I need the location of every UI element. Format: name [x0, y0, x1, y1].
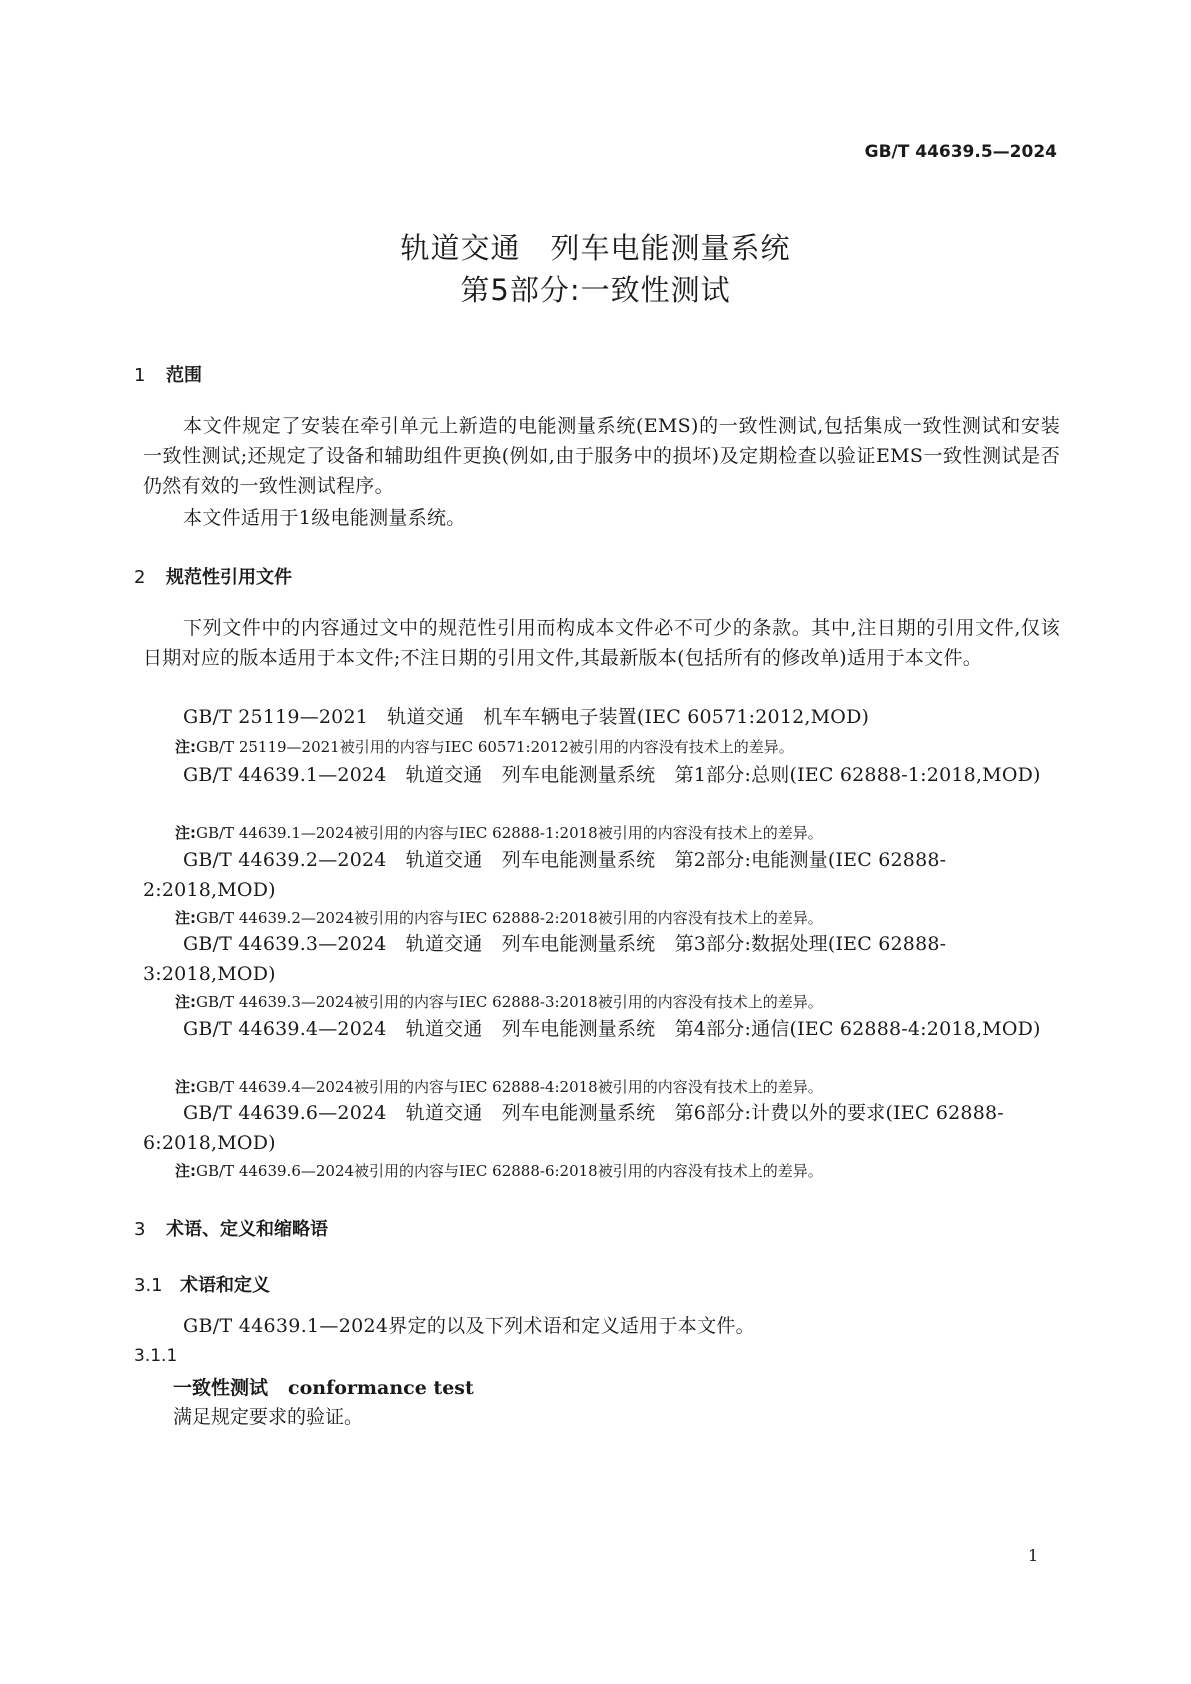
- section-number: 2: [134, 567, 146, 588]
- term-number: 3.1.1: [134, 1346, 178, 1366]
- reference-note: [175, 736, 794, 757]
- term-english: conformance test: [288, 1377, 474, 1399]
- section-title: 范围: [166, 365, 202, 386]
- section-number: 1: [134, 365, 146, 386]
- note-label: 注:: [175, 738, 196, 756]
- reference-note: [175, 1160, 823, 1181]
- subsection-number: 3.1: [134, 1275, 163, 1296]
- section-1-heading: [134, 361, 202, 387]
- note-label: 注:: [175, 824, 196, 842]
- note-label: 注:: [175, 909, 196, 927]
- note-label: 注:: [175, 1162, 196, 1180]
- reference-entry: GB/T 44639.4—2024 轨道交通 列车电能测量系统 第4部分:通信(IEC 62888-4:2018,MOD): [183, 1018, 1041, 1040]
- reference-entry: GB/T 25119—2021 轨道交通 机车车辆电子装置(IEC 60571:2012,MOD): [183, 706, 870, 728]
- section-1-paragraph-2: 本文件适用于1级电能测量系统。: [183, 507, 466, 529]
- document-title-line2: 第5部分:一致性测试: [460, 273, 731, 307]
- reference-note: [175, 1076, 823, 1097]
- note-text: GB/T 44639.2—2024被引用的内容与IEC 62888-2:2018被引用的内容没有技术上的差异。: [196, 909, 823, 927]
- section-number: 3: [134, 1219, 146, 1240]
- note-text: GB/T 25119—2021被引用的内容与IEC 60571:2012被引用的内容没有技术上的差异。: [196, 738, 794, 756]
- term-chinese: 一致性测试: [173, 1377, 269, 1399]
- note-label: 注:: [175, 1078, 196, 1096]
- section-2-heading: [134, 563, 292, 589]
- note-text: GB/T 44639.4—2024被引用的内容与IEC 62888-4:2018被引用的内容没有技术上的差异。: [196, 1078, 823, 1096]
- term-heading: [173, 1373, 474, 1400]
- note-label: 注:: [175, 993, 196, 1011]
- reference-entry: GB/T 44639.6—2024 轨道交通 列车电能测量系统 第6部分:计费以外的要求(IEC 62888-6:2018,MOD): [143, 1102, 1004, 1154]
- section-2-intro: 下列文件中的内容通过文中的规范性引用而构成本文件必不可少的条款。其中,注日期的引用文件,仅该日期对应的版本适用于本文件;不注日期的引用文件,其最新版本(包括所有的修改单)适用于本文件。: [143, 617, 1060, 669]
- reference-note: [175, 822, 823, 843]
- reference-note: [175, 991, 823, 1012]
- subsection-3-1-intro: GB/T 44639.1—2024界定的以及下列术语和定义适用于本文件。: [183, 1315, 755, 1337]
- section-title: 术语、定义和缩略语: [166, 1219, 328, 1240]
- note-text: GB/T 44639.1—2024被引用的内容与IEC 62888-1:2018被引用的内容没有技术上的差异。: [196, 824, 823, 842]
- subsection-title: 术语和定义: [180, 1275, 270, 1296]
- reference-note: [175, 907, 823, 928]
- standard-code: GB/T 44639.5—2024: [864, 142, 1057, 162]
- term-definition: 满足规定要求的验证。: [173, 1406, 364, 1428]
- reference-entry: GB/T 44639.3—2024 轨道交通 列车电能测量系统 第3部分:数据处理(IEC 62888-3:2018,MOD): [143, 933, 947, 985]
- subsection-3-1-heading: [134, 1271, 270, 1297]
- note-text: GB/T 44639.6—2024被引用的内容与IEC 62888-6:2018被引用的内容没有技术上的差异。: [196, 1162, 823, 1180]
- section-3-heading: [134, 1215, 328, 1241]
- note-text: GB/T 44639.3—2024被引用的内容与IEC 62888-3:2018被引用的内容没有技术上的差异。: [196, 993, 823, 1011]
- reference-entry: GB/T 44639.2—2024 轨道交通 列车电能测量系统 第2部分:电能测量(IEC 62888-2:2018,MOD): [143, 849, 947, 901]
- reference-entry: GB/T 44639.1—2024 轨道交通 列车电能测量系统 第1部分:总则(IEC 62888-1:2018,MOD): [183, 764, 1041, 786]
- page-number: 1: [1028, 1546, 1039, 1565]
- section-1-paragraph-1: 本文件规定了安装在牵引单元上新造的电能测量系统(EMS)的一致性测试,包括集成一致性测试和安装一致性测试;还规定了设备和辅助组件更换(例如,由于服务中的损坏)及定期检查以验证EMS一致性测试是否仍然有效的一致性测试程序。: [143, 415, 1060, 497]
- document-title-line1: 轨道交通 列车电能测量系统: [400, 231, 791, 265]
- section-title: 规范性引用文件: [166, 567, 292, 588]
